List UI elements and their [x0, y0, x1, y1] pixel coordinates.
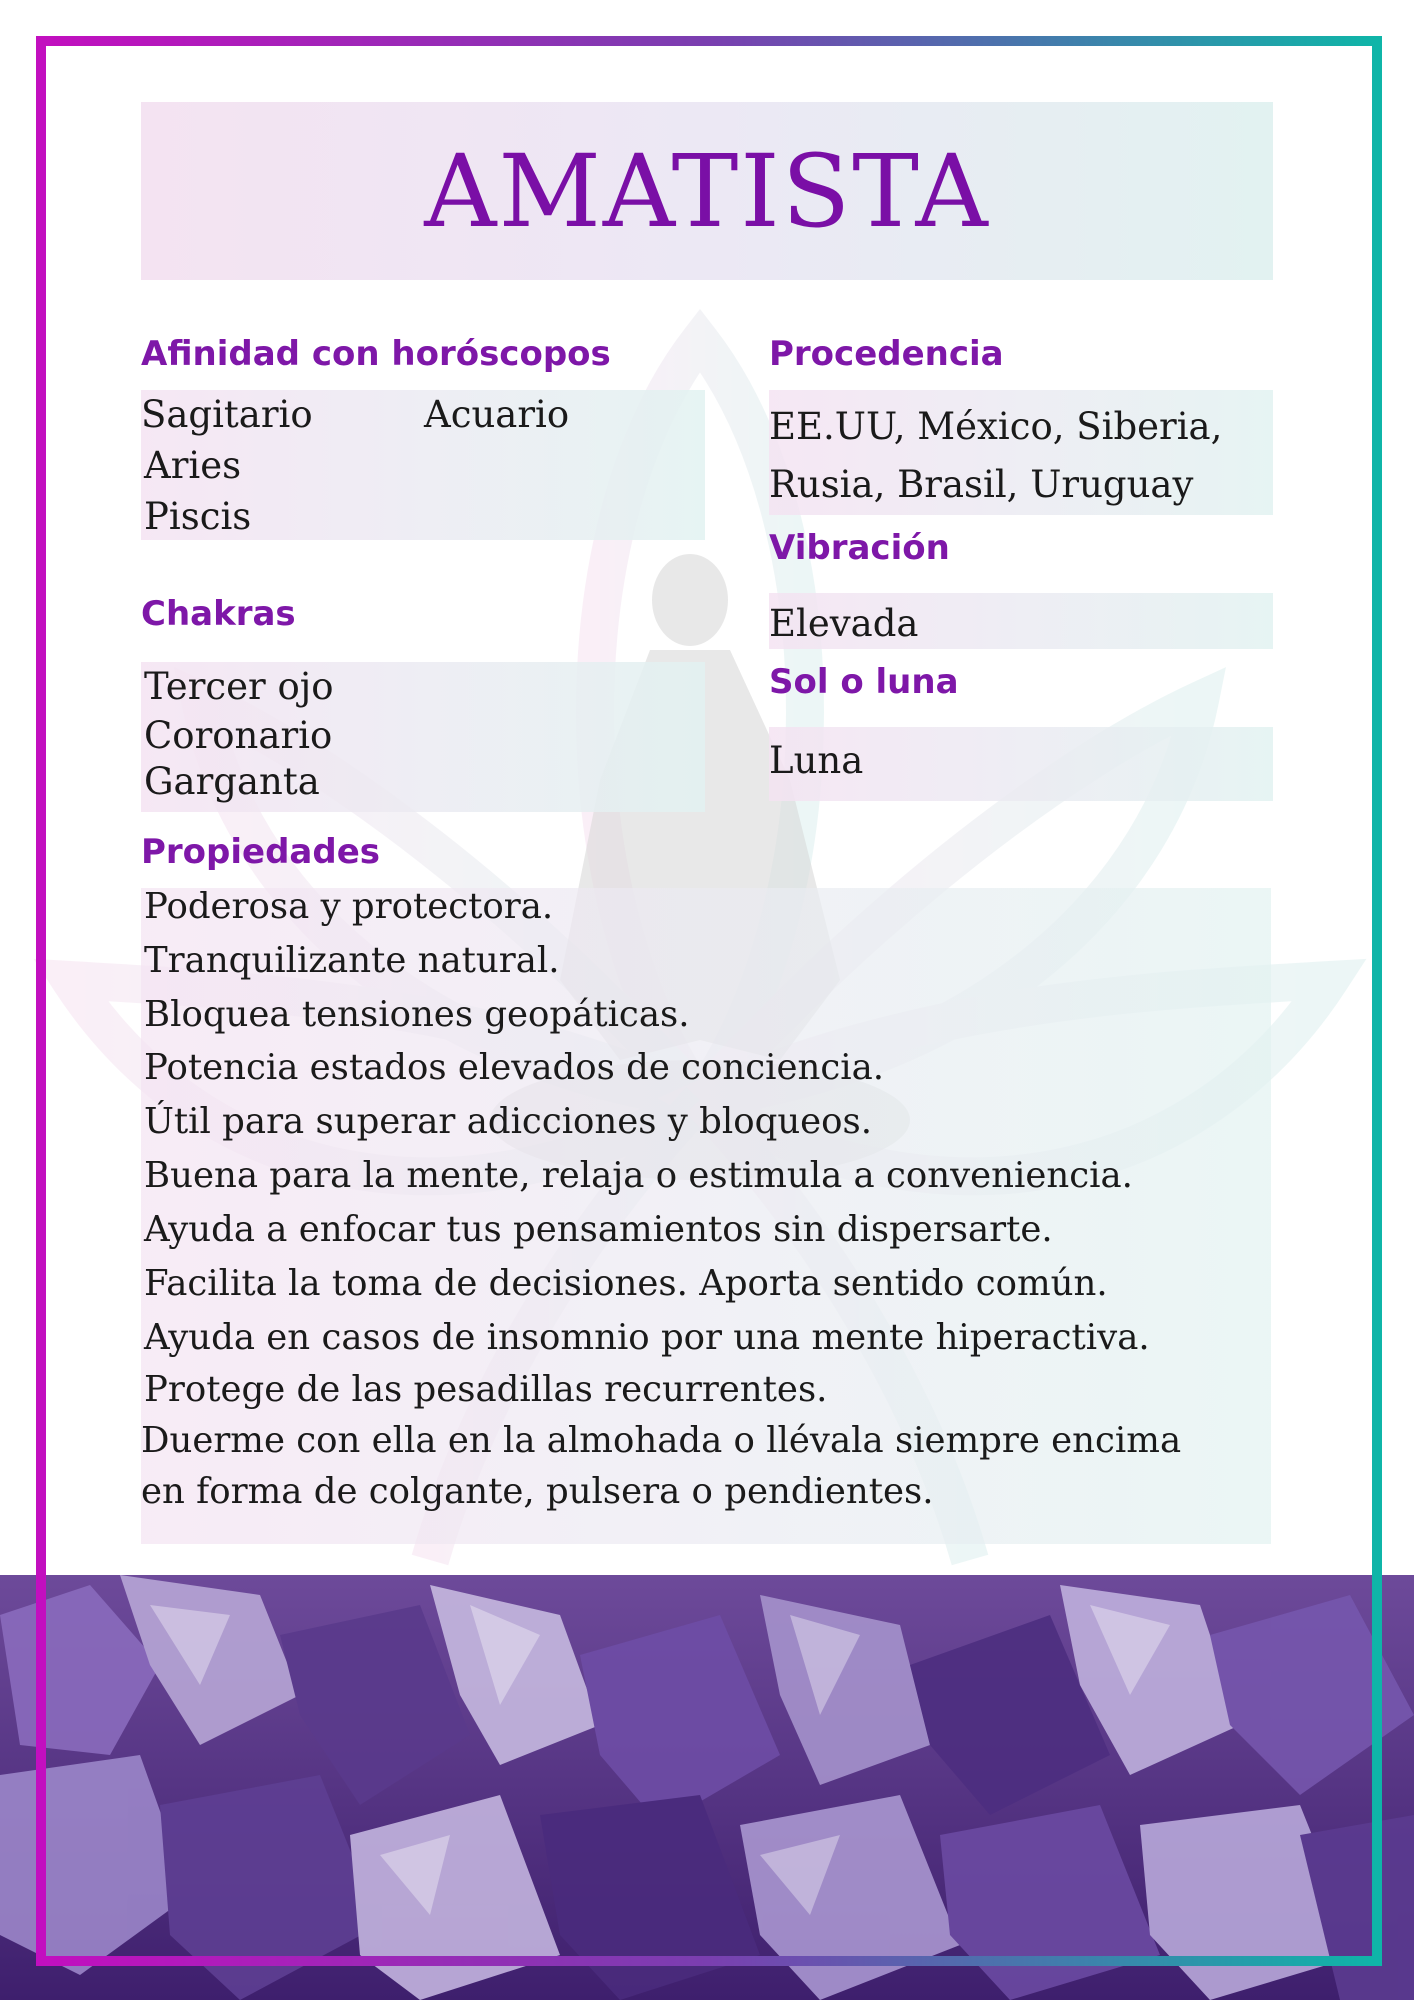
procedencia-line-2: Rusia, Brasil, Uruguay: [769, 463, 1194, 506]
chakra-coronario: Coronario: [144, 714, 333, 757]
sign-acuario: Acuario: [424, 393, 570, 436]
propiedades-label: Propiedades: [141, 832, 381, 872]
property-line: Buena para la mente, relaja o estimula a conveniencia.: [144, 1155, 1133, 1196]
chakras-label: Chakras: [141, 594, 296, 634]
property-line: Ayuda en casos de insomnio por una mente hiperactiva.: [144, 1317, 1150, 1358]
procedencia-label: Procedencia: [769, 334, 1004, 374]
property-line: Bloquea tensiones geopáticas.: [144, 994, 690, 1035]
chakra-garganta: Garganta: [144, 760, 320, 803]
page-title: AMATISTA: [424, 132, 990, 250]
title-banner: [141, 102, 1273, 280]
property-line: Tranquilizante natural.: [144, 940, 560, 981]
property-line: Protege de las pesadillas recurrentes.: [144, 1369, 828, 1410]
property-line: Poderosa y protectora.: [144, 886, 554, 927]
sol-luna-value: Luna: [769, 739, 864, 782]
procedencia-line-1: EE.UU, México, Siberia,: [769, 405, 1223, 448]
horoscopos-label: Afinidad con horóscopos: [141, 334, 611, 374]
property-line: Facilita la toma de decisiones. Aporta sentido común.: [144, 1263, 1108, 1304]
sign-sagitario: Sagitario: [141, 393, 313, 436]
vibracion-value: Elevada: [769, 602, 919, 645]
vibracion-label: Vibración: [769, 528, 950, 568]
property-line: en forma de colgante, pulsera o pendientes.: [141, 1471, 934, 1512]
sign-aries: Aries: [144, 444, 242, 487]
sign-piscis: Piscis: [144, 495, 252, 538]
sol-luna-label: Sol o luna: [769, 662, 959, 702]
chakra-tercer-ojo: Tercer ojo: [144, 665, 334, 708]
property-line: Útil para superar adicciones y bloqueos.: [144, 1101, 873, 1142]
property-line: Duerme con ella en la almohada o llévala siempre encima: [141, 1420, 1182, 1461]
property-line: Ayuda a enfocar tus pensamientos sin dispersarte.: [144, 1209, 1053, 1250]
property-line: Potencia estados elevados de conciencia.: [144, 1047, 885, 1088]
amethyst-crystals-image: [0, 1575, 1414, 2000]
